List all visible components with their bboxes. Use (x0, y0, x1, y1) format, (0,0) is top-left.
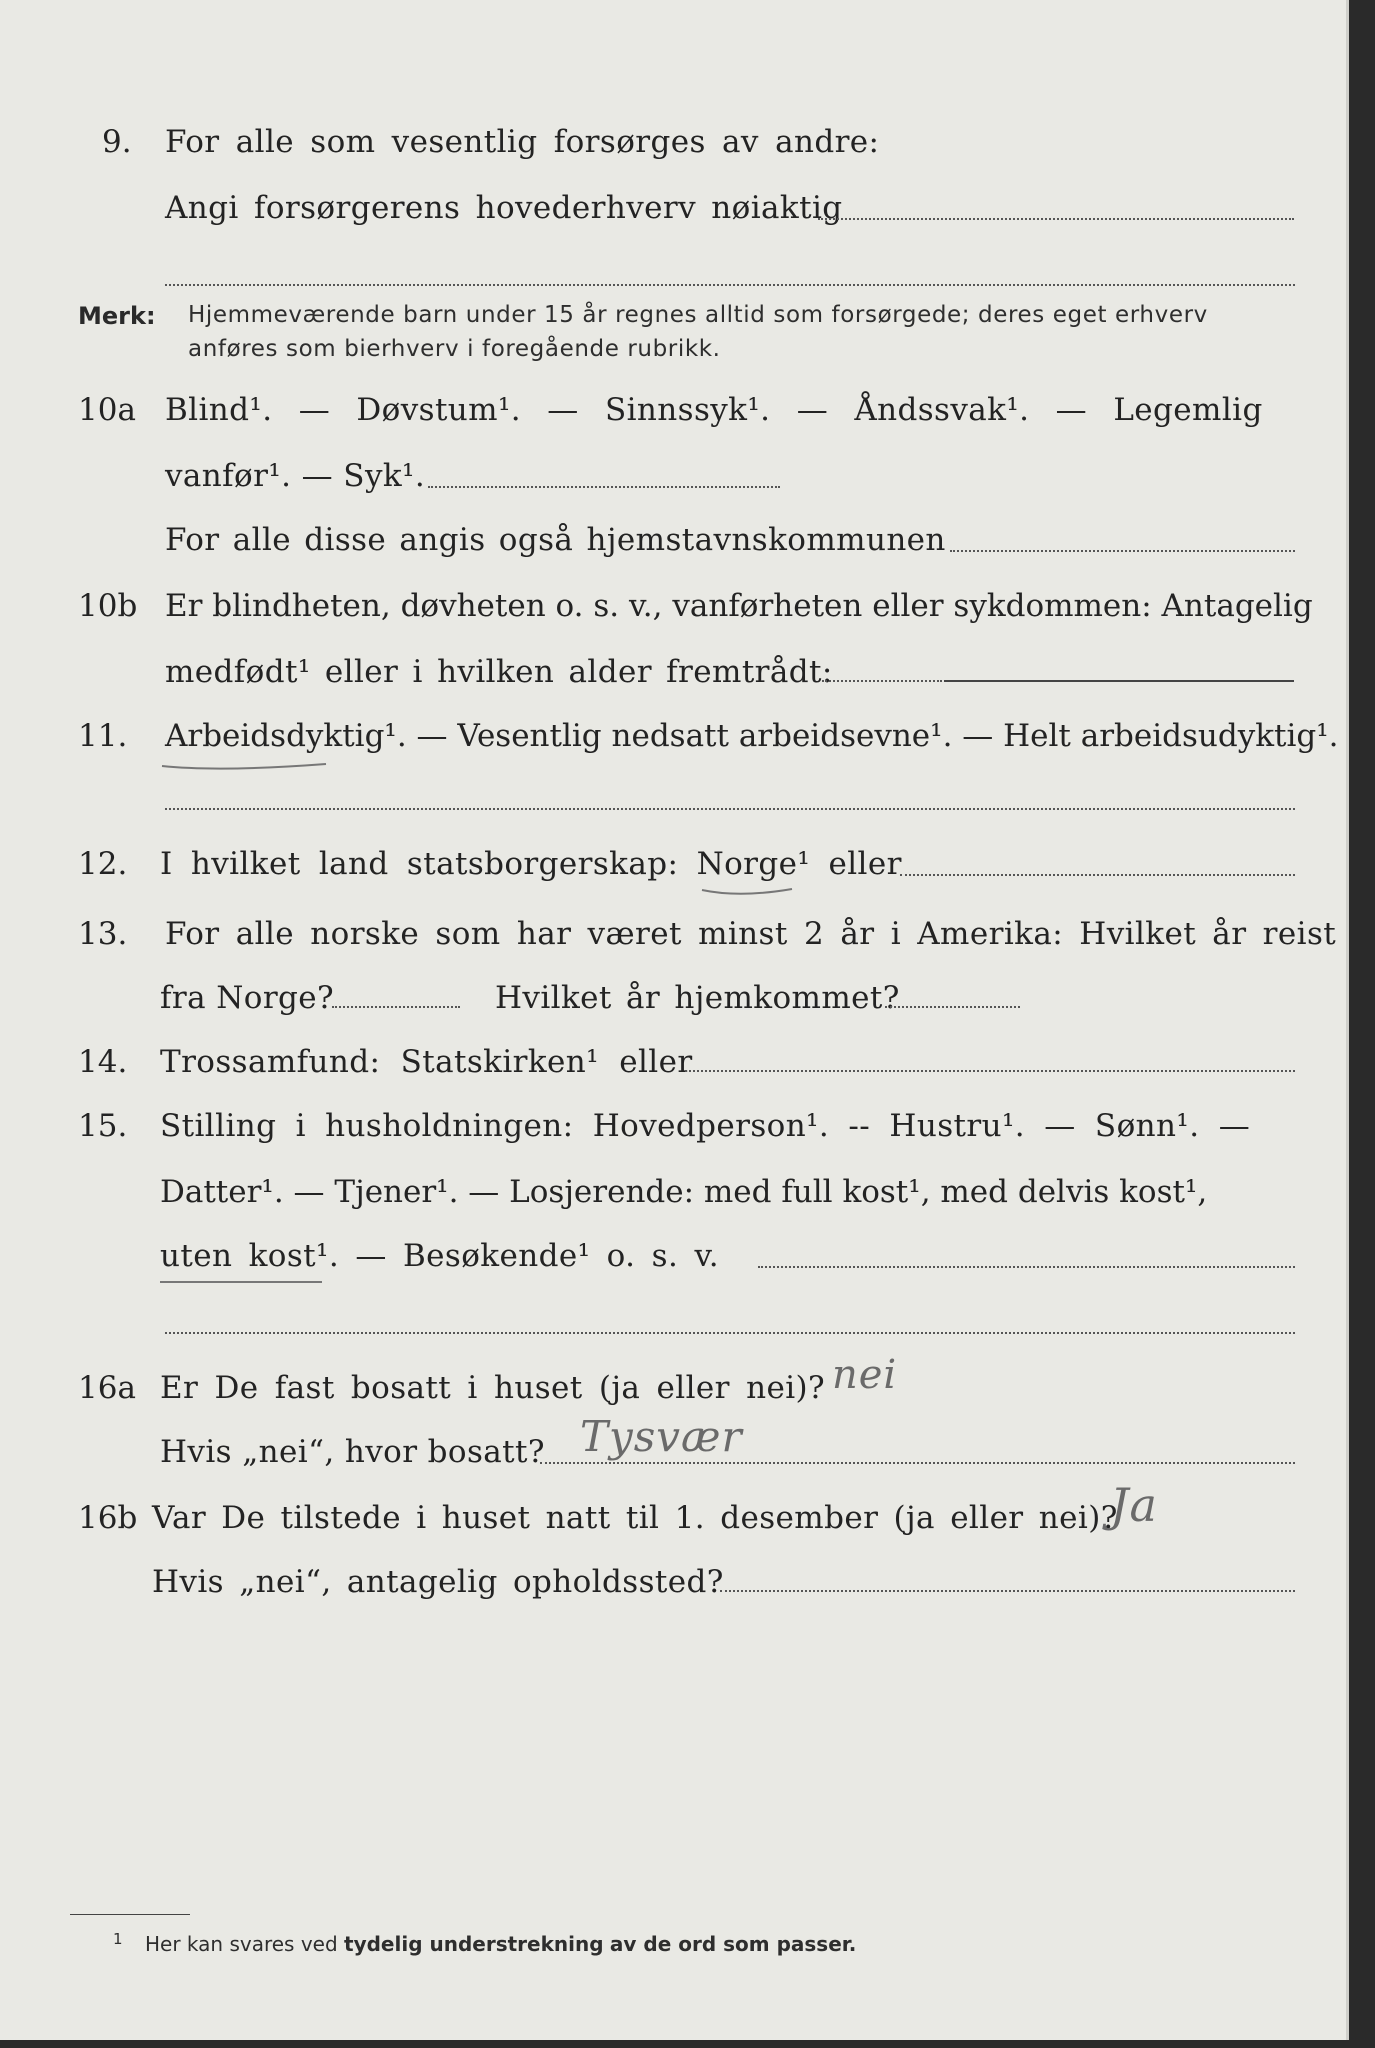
merk-label: Merk: (78, 302, 156, 330)
q15-answer-line-2[interactable] (165, 1332, 1295, 1334)
q14-line1: Trossamfund: Statskirken¹ eller (160, 1044, 693, 1080)
q15-underline-mark (158, 1276, 328, 1290)
q9-answer-line-2[interactable] (165, 284, 1295, 286)
q10a-line3: For alle disse angis også hjemstavnskommunen (165, 522, 946, 558)
q10b-answer-dots[interactable] (822, 680, 942, 682)
q15-line3: uten kost¹. — Besøkende¹ o. s. v. (160, 1238, 719, 1274)
q10b-line2: medfødt¹ eller i hvilken alder fremtrådt: (165, 654, 833, 690)
q16b-line1: Var De tilstede i huset natt til 1. desember (ja eller nei)? (152, 1500, 1118, 1536)
q12-underline-mark (700, 884, 796, 898)
q14-number: 14. (78, 1044, 128, 1080)
q15-line1: Stilling i husholdningen: Hovedperson¹. -- Hustru¹. — Sønn¹. — (160, 1108, 1251, 1144)
q16b-answer1-handwritten: Ja (1110, 1478, 1158, 1532)
footnote-text-a: Her kan svares ved (145, 1932, 338, 1956)
q14-answer-line[interactable] (685, 1070, 1295, 1072)
q10b-answer-line[interactable] (944, 680, 1294, 682)
q13-line2b: Hvilket år hjemkommet? (495, 980, 900, 1016)
q13-return-line[interactable] (885, 1006, 1020, 1008)
merk-line1: Hjemmeværende barn under 15 år regnes alltid som forsørgede; deres eget erhverv (188, 302, 1208, 328)
q16a-answer1-handwritten: nei (832, 1352, 898, 1398)
q15-line2: Datter¹. — Tjener¹. — Losjerende: med full kost¹, med delvis kost¹, (160, 1174, 1208, 1210)
q9-answer-line[interactable] (818, 218, 1294, 220)
q11-number: 11. (78, 718, 128, 754)
q13-number: 13. (78, 916, 128, 952)
q16b-number: 16b (78, 1500, 138, 1536)
q10b-number: 10b (78, 588, 138, 624)
q10a-answer-line[interactable] (428, 486, 780, 488)
q13-line1: For alle norske som har været minst 2 år i Amerika: Hvilket år reist (165, 916, 1337, 952)
q16a-answer2-handwritten: Tysvær (580, 1412, 743, 1461)
q11-underline-mark (160, 758, 330, 772)
q9-number: 9. (102, 124, 132, 160)
q10a-line2: vanfør¹. — Syk¹. (165, 458, 426, 494)
q13-departure-line[interactable] (332, 1006, 460, 1008)
q12-line1: I hvilket land statsborgerskap: Norge¹ eller (160, 846, 902, 882)
q15-number: 15. (78, 1108, 128, 1144)
footnote-text-c: av de ord som passer. (609, 1932, 857, 1956)
footnote-text-b: tydelig understrekning (344, 1932, 604, 1956)
footnote-marker: 1 (113, 1930, 123, 1948)
q9-line1: For alle som vesentlig forsørges av andre: (165, 124, 880, 160)
q16b-line2: Hvis „nei“, antagelig opholdssted? (152, 1564, 724, 1600)
q10a-hometown-line[interactable] (950, 550, 1295, 552)
q16b-whereabouts-line[interactable] (720, 1590, 1295, 1592)
q11-answer-line[interactable] (165, 808, 1295, 810)
q16a-line1: Er De fast bosatt i huset (ja eller nei)? (160, 1370, 826, 1406)
q16a-residence-line[interactable] (540, 1462, 1295, 1464)
q16a-line2: Hvis „nei“, hvor bosatt? (160, 1434, 545, 1470)
q10b-line1: Er blindheten, døvheten o. s. v., vanførheten eller sykdommen: Antagelig (165, 588, 1313, 624)
q10a-line1: Blind¹. — Døvstum¹. — Sinnssyk¹. — Åndssvak¹. — Legemlig (165, 392, 1263, 428)
footnote-rule (70, 1914, 190, 1915)
q12-number: 12. (78, 846, 128, 882)
footnote-text (145, 1932, 856, 1956)
q15-answer-line[interactable] (758, 1266, 1295, 1268)
q11-line1: Arbeidsdyktig¹. — Vesentlig nedsatt arbeidsevne¹. — Helt arbeidsudyktig¹. (165, 718, 1339, 754)
q16a-number: 16a (78, 1370, 136, 1406)
merk-line2: anføres som bierhverv i foregående rubrikk. (188, 336, 721, 362)
q10a-number: 10a (78, 392, 136, 428)
q12-answer-line[interactable] (900, 874, 1295, 876)
q13-line2a: fra Norge? (160, 980, 335, 1016)
q9-line2: Angi forsørgerens hovederhverv nøiaktig (165, 190, 843, 226)
